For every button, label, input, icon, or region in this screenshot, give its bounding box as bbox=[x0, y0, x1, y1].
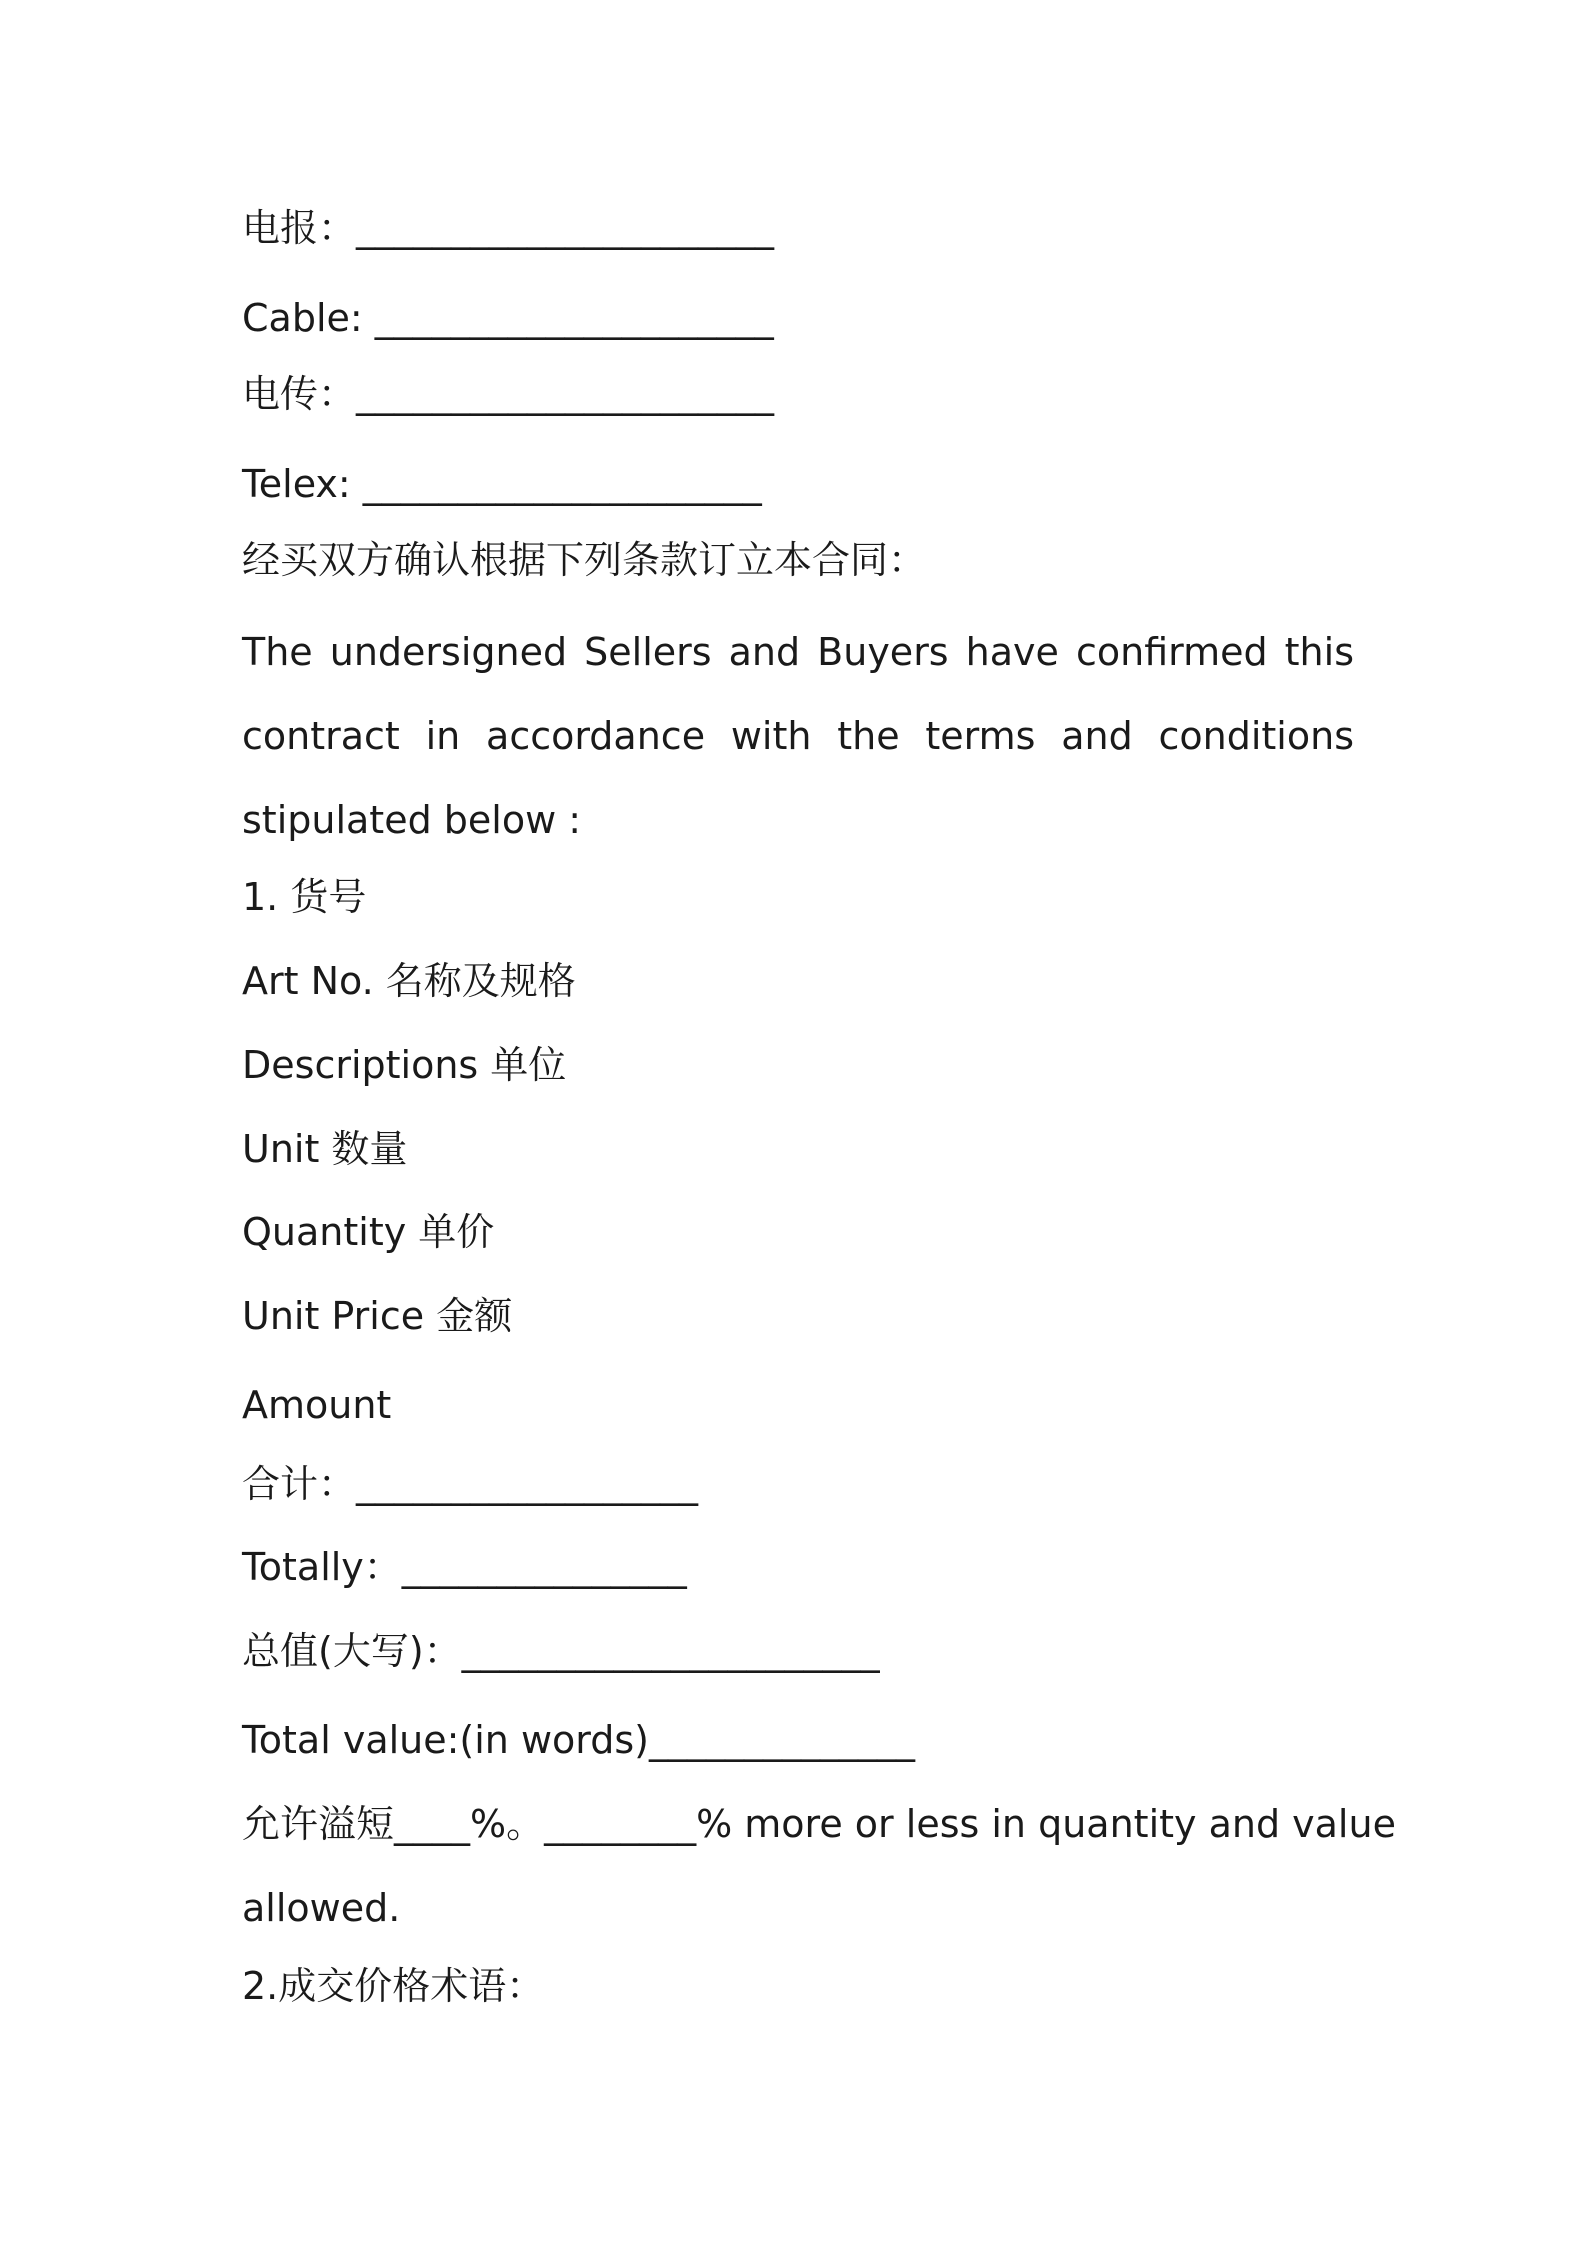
total-value-en-field: Total value:(in words)______________ bbox=[242, 1718, 915, 1762]
intro-en-line-1: The undersigned Sellers and Buyers have confirmed this bbox=[242, 630, 1354, 674]
unit-label: Unit 数量 bbox=[242, 1127, 408, 1171]
unit-price-label: Unit Price 金额 bbox=[242, 1294, 513, 1338]
intro-cn: 经买双方确认根据下列条款订立本合同： bbox=[242, 538, 927, 582]
tolerance-clause: 允许溢短____%。________% more or less in quantity and value bbox=[242, 1802, 1396, 1846]
tolerance-clause-end: allowed. bbox=[242, 1886, 401, 1930]
section-1-heading: 1. 货号 bbox=[242, 875, 367, 919]
totally-field: Totally：_______________ bbox=[242, 1545, 687, 1589]
section-2-heading: 2.成交价格术语： bbox=[242, 1964, 545, 2008]
descriptions-label: Descriptions 单位 bbox=[242, 1043, 567, 1087]
total-value-cn-field: 总值(大写)：______________________ bbox=[242, 1629, 880, 1673]
quantity-label: Quantity 单价 bbox=[242, 1210, 495, 1254]
intro-en-line-2: contract in accordance with the terms and conditions bbox=[242, 714, 1354, 758]
amount-label: Amount bbox=[242, 1383, 392, 1427]
intro-en-line-3: stipulated below : bbox=[242, 798, 582, 842]
telex-field: Telex: _____________________ bbox=[242, 462, 762, 506]
art-no-label: Art No. 名称及规格 bbox=[242, 959, 576, 1003]
total-cn-field: 合计：__________________ bbox=[242, 1462, 699, 1506]
telegram-field: 电报：______________________ bbox=[242, 206, 775, 250]
cable-field: Cable: _____________________ bbox=[242, 296, 774, 340]
telex-cn-field: 电传：______________________ bbox=[242, 372, 775, 416]
